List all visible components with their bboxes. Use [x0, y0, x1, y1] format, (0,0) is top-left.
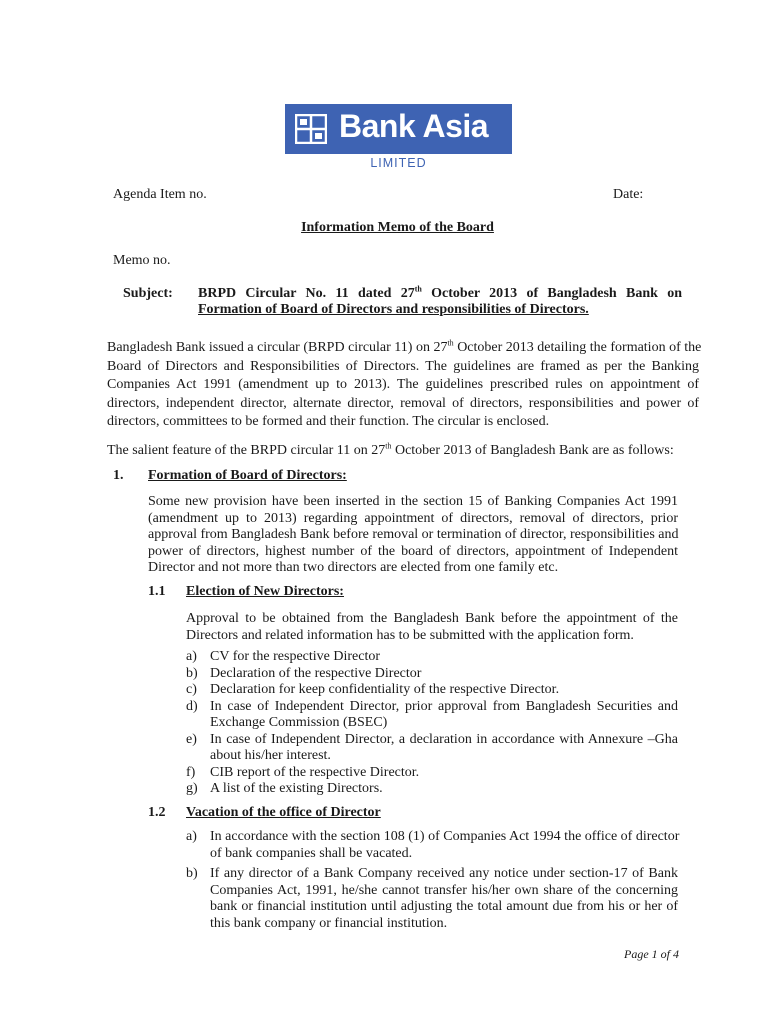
- bank-asia-logo-icon: [295, 114, 327, 144]
- section-1-1-number: 1.1: [148, 584, 166, 599]
- subject-line-2: Formation of Board of Directors and responsibilities of Directors.: [198, 302, 589, 317]
- logo-brand-text: Bank Asia: [339, 108, 489, 144]
- page-number: Page 1 of 4: [624, 947, 679, 961]
- subject-label: Subject:: [123, 286, 173, 301]
- list-item: b) If any director of a Bank Company received any notice under section-17 of Bank Companies Act, 1991, he/she cannot transfer his/her own share of the concerning bank or financial institution until adjusting the total amount due from his or her of this bank company or financial institution.: [186, 866, 678, 931]
- section-1-2-list: [186, 829, 678, 932]
- date-label: Date:: [613, 187, 644, 202]
- subject-line-1: BRPD Circular No. 11 dated 27th October 2013 of Bangladesh Bank on: [198, 284, 682, 301]
- list-item: b) Declaration of the respective Director: [186, 665, 422, 681]
- section-1-title: Formation of Board of Directors:: [148, 468, 347, 483]
- section-1-1-title: Election of New Directors:: [186, 584, 344, 599]
- salient-features-line: The salient feature of the BRPD circular 11 on 27th October 2013 of Bangladesh Bank are as follows:: [107, 441, 674, 458]
- list-item: c) Declaration for keep confidentiality of the respective Director.: [186, 682, 560, 697]
- bank-asia-logo: [285, 104, 512, 174]
- list-item: a) CV for the respective Director: [186, 649, 381, 664]
- logo-subtitle: LIMITED: [370, 156, 427, 170]
- list-item: a) In accordance with the section 108 (1) of Companies Act 1994 the office of director of bank companies shall be vacated.: [186, 829, 680, 861]
- list-item: f) CIB report of the respective Director.: [186, 764, 420, 780]
- logo-band: [285, 104, 512, 154]
- section-1-number: 1.: [113, 468, 124, 483]
- section-1-1-paragraph: Approval to be obtained from the Bangladesh Bank before the appointment of the Directors and related information has to be submitted with the application form.: [186, 611, 678, 643]
- section-1-paragraph: Some new provision have been inserted in the section 15 of Banking Companies Act 1991 (amendment up to 2013) regarding appointment of directors, removal of directors, prior approval from Bangladesh Bank before removal or termination of director, responsibilities and power of directors, highest number of the board of directors, appointment of Independent Director and not more than two directors are elected from one family etc.: [148, 494, 679, 575]
- section-1-2-number: 1.2: [148, 805, 166, 820]
- section-1-1-list: [186, 649, 678, 798]
- list-item: d) In case of Independent Director, prior approval from Bangladesh Securities and Exchange Commission (BSEC): [186, 698, 678, 730]
- agenda-item-label: Agenda Item no.: [113, 187, 207, 202]
- list-item: e) In case of Independent Director, a declaration in accordance with Annexure –Gha about his/her interest.: [186, 731, 678, 763]
- memo-title: Information Memo of the Board: [301, 220, 494, 235]
- section-1-2-title: Vacation of the office of Director: [186, 805, 381, 820]
- memo-no-label: Memo no.: [113, 253, 171, 268]
- intro-paragraph: Bangladesh Bank issued a circular (BRPD circular 11) on 27th October 2013 detailing the formation of the Board of Directors and Responsibilities of Directors. The guidelines are framed as per the Banking Companies Act 1991 (amendment up to 2013). The guidelines prescribed rules on appointment of directors, independent director, alternate director, removal of directors, responsibilities and power of directors, committees to be formed and their function. The circular is enclosed.: [107, 338, 702, 429]
- list-item: g) A list of the existing Directors.: [186, 781, 383, 796]
